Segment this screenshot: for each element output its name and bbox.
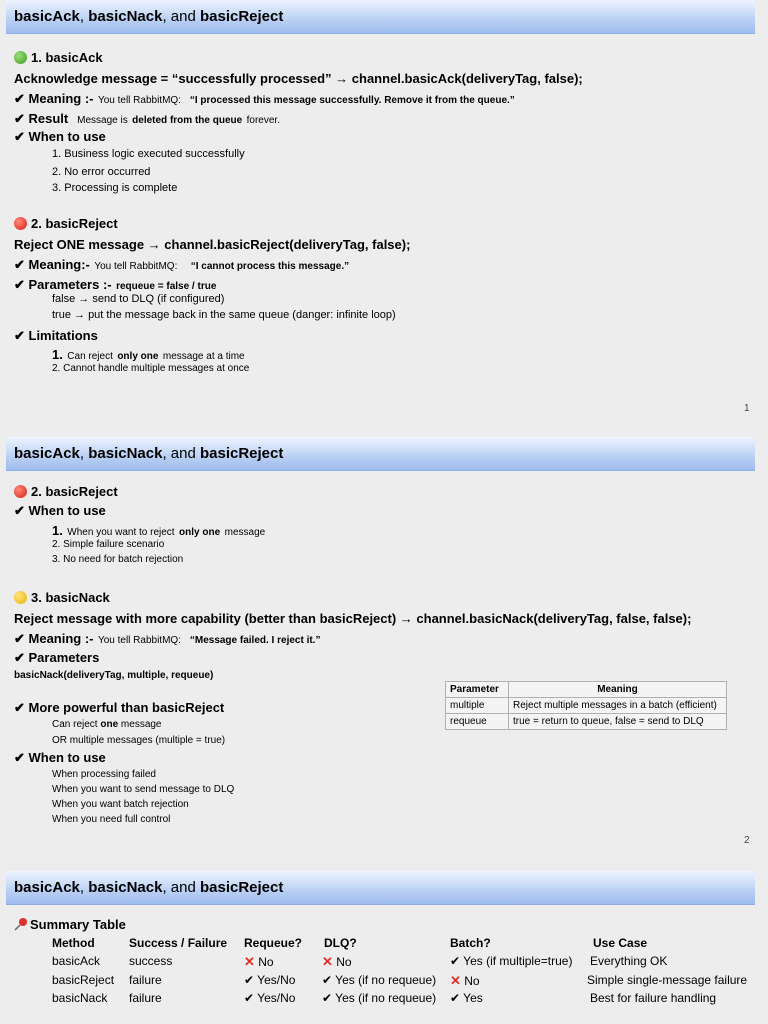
limit-a: Can reject [67,351,113,362]
title-basicack: basicAck [14,445,80,462]
cross-mark-icon: ✕ [244,954,255,969]
green-circle-icon [14,51,27,64]
nack-powerful-1 [52,719,162,730]
nack-heading [14,590,110,605]
summary-cell: Simple single-message failure [587,973,748,987]
summary-cell: ✔ Yes (if multiple=true) [450,954,573,968]
nack-meaning-label: ✔ Meaning :- [14,631,94,646]
ack-result-a: Message is [77,115,128,126]
slide-title-band [6,871,755,905]
summary-label: Summary Table [30,917,126,932]
summary-cell: basicNack [52,991,108,1005]
table-header-row [446,682,727,698]
title-basicreject: basicReject [199,445,284,462]
reject-meaning [14,256,349,274]
summary-header: Method [52,936,95,950]
ack-heading [14,50,103,65]
reject-when-label: ✔ When to use [14,503,106,518]
ack-result-label: ✔ Result [14,111,69,126]
reject-when-2: 2. Simple failure scenario [52,539,165,550]
page-number: 1 [744,403,750,414]
table-header: Parameter [446,682,509,698]
limit-c: message at a time [162,351,245,362]
nack-when-item: When you want to send message to DLQ [52,784,235,795]
table-cell: true = return to queue, false = send to DLQ [509,714,727,730]
reject-when-1 [52,522,265,540]
nack-when-label: ✔ When to use [14,750,106,765]
title-basicnack: basicNack [88,8,163,25]
summary-header: DLQ? [324,936,357,950]
slide-title-band [6,437,755,471]
ack-meaning-quote: “I processed this message successfully. Remove it from the queue.” [189,95,515,106]
reject-heading-text: 2. basicReject [31,216,118,231]
title-and: , and [162,445,200,462]
reject-limitations-label: ✔ Limitations [14,328,98,343]
title-and: , and [162,8,200,25]
nack-when-item: When processing failed [52,769,156,780]
reject-limitation-1 [52,346,245,364]
reject-line: Reject ONE message → channel.basicReject(deliveryTag, false); [14,237,411,252]
reject-meaning-quote: “I cannot process this message.” [190,261,350,272]
nack-powerful-2: OR multiple messages (multiple = true) [52,735,226,746]
reject-meaning-label: ✔ Meaning:- [14,257,90,272]
table-header: Meaning [509,682,727,698]
slide-title [14,879,283,896]
ack-when-item: 2. No error occurred [52,166,151,178]
when-c: message [224,527,266,538]
reject-params [14,276,216,294]
page-number: 2 [744,835,750,846]
reject-meaning-prefix: You tell RabbitMQ: [94,261,178,272]
nack-meaning-prefix: You tell RabbitMQ: [97,635,181,646]
summary-cell: ✔ Yes (if no requeue) [322,991,437,1005]
reject-params-label: ✔ Parameters :- [14,277,112,292]
summary-header: Use Case [593,936,648,950]
title-basicreject: basicReject [199,8,284,25]
summary-header: Requeue? [244,936,303,950]
summary-cell: basicReject [52,973,115,987]
nack-meaning [14,630,320,648]
title-basicnack: basicNack [88,445,163,462]
limit-num: 1. [52,347,63,362]
summary-cell: Best for failure handling [590,991,717,1005]
red-circle-icon [14,485,27,498]
summary-header: Batch? [450,936,491,950]
ack-when-item: 1. Business logic executed successfully [52,148,245,160]
cross-mark-icon: ✕ [450,973,461,988]
ack-result-b: deleted from the queue [132,115,243,126]
summary-cell: ✔ Yes (if no requeue) [322,973,437,987]
reject-heading-text: 2. basicReject [31,484,118,499]
ack-when-label: ✔ When to use [14,129,106,144]
ack-heading-text: 1. basicAck [31,50,103,65]
slide-title-band [6,0,755,34]
reject-heading [14,484,118,499]
summary-cell: ✔ Yes [450,991,483,1005]
ack-meaning-prefix: You tell RabbitMQ: [97,95,181,106]
table-row [446,698,727,714]
slide-2 [0,432,768,864]
ack-meaning [14,90,515,108]
limit-b: only one [117,351,159,362]
title-sep: , [79,879,89,896]
nack-when-item: When you want batch rejection [52,799,189,810]
yellow-circle-icon [14,591,27,604]
pushpin-icon [14,917,28,931]
parameter-table [445,681,727,730]
summary-cell: success [129,954,173,968]
summary-cell: ✔ Yes/No [244,991,296,1005]
summary-heading [14,917,126,932]
ack-meaning-label: ✔ Meaning :- [14,91,94,106]
when-num: 1. [52,523,63,538]
title-sep: , [79,8,89,25]
when-b: only one [179,527,221,538]
table-row [446,714,727,730]
ack-result-c: forever. [246,115,280,126]
when-a: When you want to reject [67,527,175,538]
summary-cell: ✔ Yes/No [244,973,296,987]
nack-when-item: When you need full control [52,814,171,825]
summary-header: Success / Failure [129,936,228,950]
summary-cell: ✕ No [244,954,274,969]
reject-true-option: true → put the message back in the same queue (danger: infinite loop) [52,309,396,321]
title-basicnack: basicNack [88,879,163,896]
summary-cell: failure [129,973,162,987]
title-basicreject: basicReject [199,879,284,896]
powerful-c: message [120,719,162,730]
reject-false-option: false → send to DLQ (if configured) [52,293,225,305]
reject-params-value: requeue = false / true [116,281,217,292]
ack-result [14,110,280,128]
nack-heading-text: 3. basicNack [31,590,110,605]
summary-cell: basicAck [52,954,101,968]
powerful-a: Can reject [52,719,98,730]
title-sep: , [79,445,89,462]
title-and: , and [162,879,200,896]
title-basicack: basicAck [14,879,80,896]
summary-cell: Everything OK [590,954,668,968]
reject-limitation-2: 2. Cannot handle multiple messages at once [52,363,250,374]
slide-3 [0,866,768,1024]
powerful-b: one [100,719,119,730]
summary-cell: ✕ No [322,954,352,969]
nack-params-label: ✔ Parameters [14,650,100,665]
cross-mark-icon: ✕ [322,954,333,969]
ack-when-item: 3. Processing is complete [52,182,178,194]
reject-heading [14,216,118,231]
slide-title [14,8,283,25]
red-circle-icon [14,217,27,230]
ack-line: Acknowledge message = “successfully processed” → channel.basicAck(deliveryTag, false); [14,71,583,86]
nack-powerful-label: ✔ More powerful than basicReject [14,700,225,715]
nack-meaning-quote: “Message failed. I reject it.” [189,635,321,646]
nack-signature: basicNack(deliveryTag, multiple, requeue) [14,670,214,681]
summary-cell: ✕ No [450,973,480,988]
nack-line: Reject message with more capability (better than basicReject) → channel.basicNack(deliveryTag, false, false); [14,611,692,626]
slide-1 [0,0,768,432]
table-cell: Reject multiple messages in a batch (efficient) [509,698,727,714]
slide-title [14,445,283,462]
table-cell: multiple [446,698,509,714]
summary-cell: failure [129,991,162,1005]
table-cell: requeue [446,714,509,730]
reject-when-3: 3. No need for batch rejection [52,554,184,565]
title-basicack: basicAck [14,8,80,25]
